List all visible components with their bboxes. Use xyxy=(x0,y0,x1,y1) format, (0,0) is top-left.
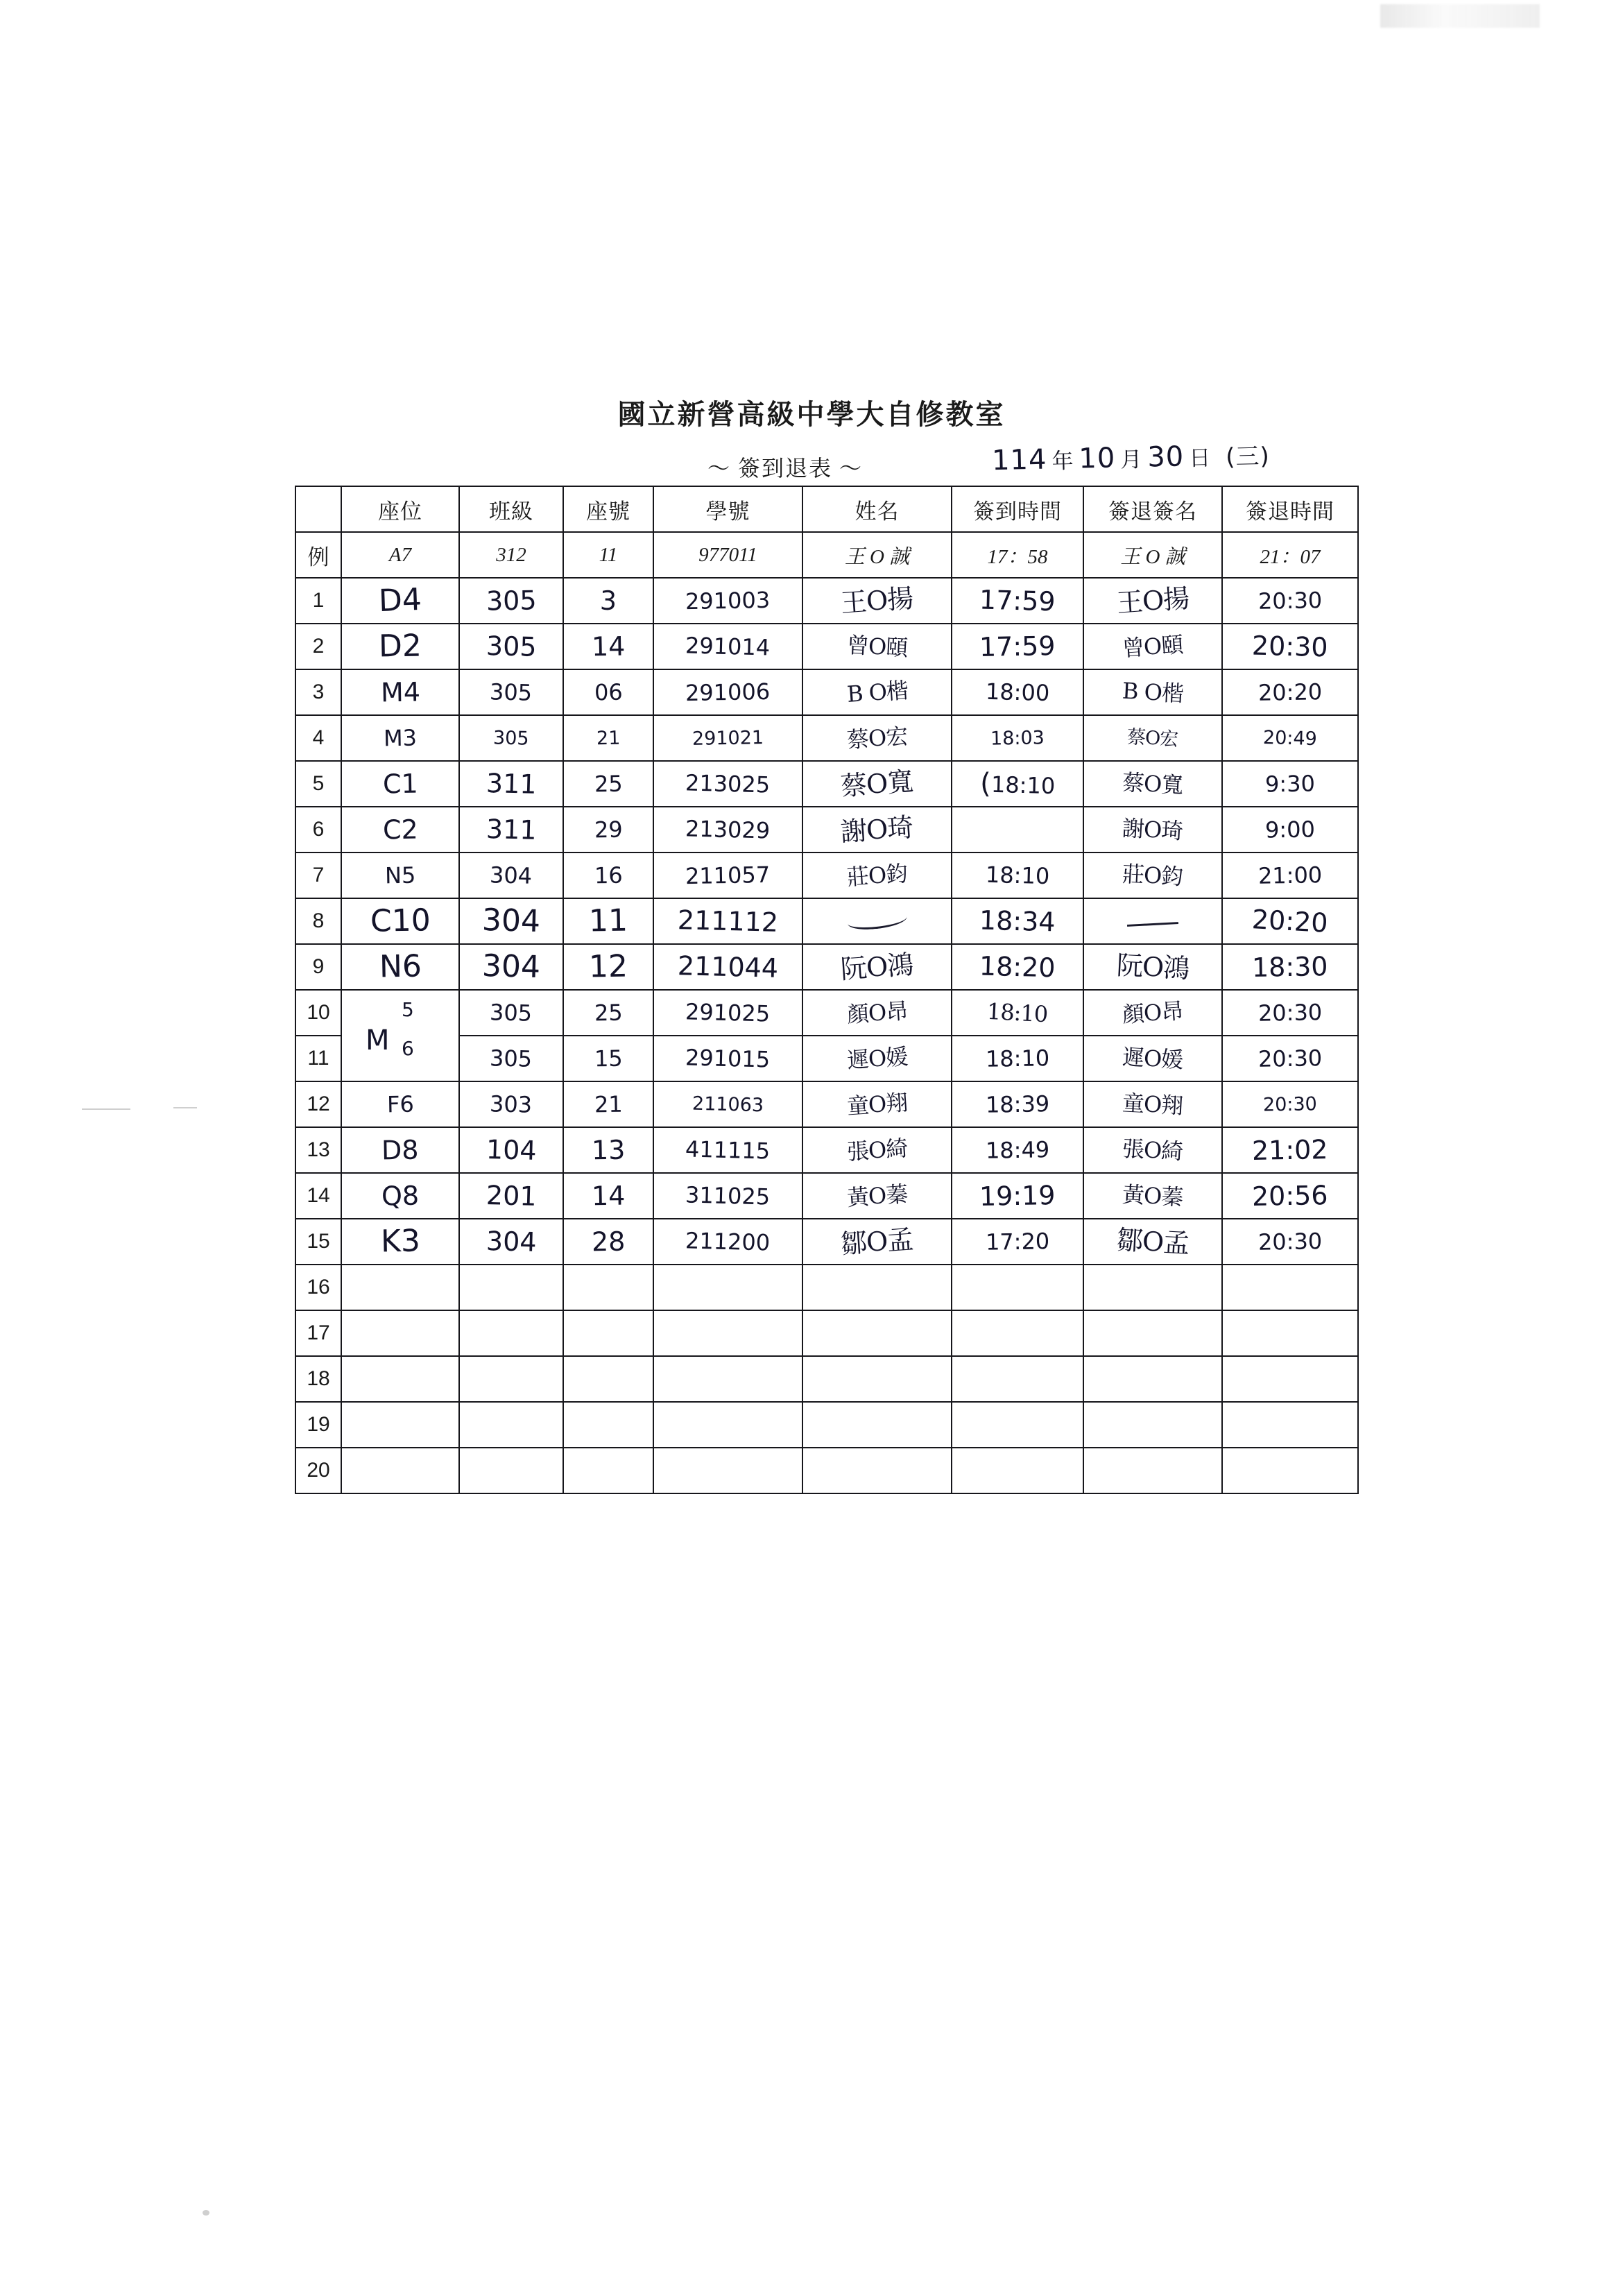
cell-sign-out-time[interactable]: 20:30 xyxy=(1222,578,1358,624)
cell-student-id[interactable]: 411115 xyxy=(653,1127,802,1173)
cell-sign-out-name[interactable]: 童O翔 xyxy=(1083,1081,1222,1127)
cell-seat-merged[interactable] xyxy=(341,990,459,1081)
table-row xyxy=(295,761,1358,807)
cell-sign-in-time[interactable] xyxy=(952,1356,1083,1402)
cell-class[interactable]: 104 xyxy=(459,1127,563,1173)
cell-student-id[interactable]: 291006 xyxy=(653,669,802,715)
row-number: 6 xyxy=(295,807,341,853)
cell-sign-in-time[interactable]: 18:20 xyxy=(952,944,1083,990)
cell-sign-out-time[interactable] xyxy=(1222,1402,1358,1448)
cell-sign-out-name[interactable]: 張O綺 xyxy=(1083,1127,1222,1173)
row-number: 13 xyxy=(295,1127,341,1173)
cell-student-id[interactable]: 291025 xyxy=(653,990,802,1036)
cell-sign-in-time[interactable]: 17:20 xyxy=(952,1219,1083,1265)
cell-seat-number[interactable]: 21 xyxy=(563,1081,653,1127)
cell-seat[interactable]: D4 xyxy=(341,578,459,624)
cell-class[interactable] xyxy=(459,1310,563,1356)
header-seat: 座位 xyxy=(341,486,459,532)
cell-sign-out-time[interactable]: 20:30 xyxy=(1222,990,1358,1036)
table-row xyxy=(295,624,1358,669)
sign-out-dash-mark xyxy=(1127,922,1178,927)
cell-name[interactable]: 謝O琦 xyxy=(802,807,952,853)
cell-seat-number[interactable]: 06 xyxy=(563,669,653,715)
cell-seat-number[interactable]: 15 xyxy=(563,1036,653,1081)
cell-class[interactable] xyxy=(459,1402,563,1448)
cell-class[interactable]: 305 xyxy=(459,1036,563,1081)
cell-student-id[interactable]: 291003 xyxy=(653,578,802,624)
merged-seat-lower: 6 xyxy=(402,1037,414,1060)
cell-sign-out-name[interactable] xyxy=(1083,1448,1222,1493)
cell-sign-out-name[interactable] xyxy=(1083,898,1222,944)
cell-seat-number[interactable] xyxy=(563,1356,653,1402)
cell-sign-out-time[interactable]: 20:56 xyxy=(1222,1173,1358,1219)
cell-seat[interactable] xyxy=(341,1310,459,1356)
cell-seat[interactable]: Q8 xyxy=(341,1173,459,1219)
cell-sign-out-time[interactable]: 21:02 xyxy=(1222,1127,1358,1173)
header-name: 姓名 xyxy=(802,486,952,532)
cell-seat[interactable]: C10 xyxy=(341,898,459,944)
cell-student-id[interactable] xyxy=(653,1356,802,1402)
header-sign-out-name: 簽退簽名 xyxy=(1083,486,1222,532)
cell-sign-out-time[interactable] xyxy=(1222,1356,1358,1402)
row-number: 5 xyxy=(295,761,341,807)
cell-sign-in-time[interactable]: 18:10 xyxy=(952,1036,1083,1081)
header-sign-out-time: 簽退時間 xyxy=(1222,486,1358,532)
cell-sign-out-time[interactable] xyxy=(1222,1265,1358,1310)
cell-class[interactable] xyxy=(459,1356,563,1402)
table-row xyxy=(295,898,1358,944)
cell-class[interactable]: 305 xyxy=(459,715,563,761)
row-number: 17 xyxy=(295,1310,341,1356)
cell-seat-number[interactable] xyxy=(563,1448,653,1493)
date-field xyxy=(992,437,1271,477)
cell-class[interactable]: 311 xyxy=(459,761,563,807)
row-number: 3 xyxy=(295,669,341,715)
row-number: 11 xyxy=(295,1036,341,1081)
row-number: 8 xyxy=(295,898,341,944)
cell-sign-out-name[interactable] xyxy=(1083,1265,1222,1310)
cell-sign-out-name[interactable]: B O楷 xyxy=(1083,669,1222,715)
example-name: 王 O 誠 xyxy=(802,532,952,578)
cell-class[interactable] xyxy=(459,1448,563,1493)
table-row xyxy=(295,990,1358,1036)
row-number: 12 xyxy=(295,1081,341,1127)
table-row xyxy=(295,1265,1358,1310)
cell-student-id[interactable]: 211044 xyxy=(653,944,802,990)
cell-seat[interactable]: M3 xyxy=(341,715,459,761)
cell-sign-out-name[interactable]: 蔡O寬 xyxy=(1083,761,1222,807)
cell-sign-in-time[interactable] xyxy=(952,1402,1083,1448)
row-number: 1 xyxy=(295,578,341,624)
cell-student-id[interactable] xyxy=(653,1402,802,1448)
cell-sign-out-time[interactable]: 20:20 xyxy=(1222,669,1358,715)
cell-sign-out-name[interactable]: 蔡O宏 xyxy=(1083,715,1222,761)
cell-student-id[interactable]: 291014 xyxy=(653,624,802,669)
merged-seat-upper: 5 xyxy=(402,998,414,1021)
example-sign-in-time: 17：58 xyxy=(952,532,1083,578)
cell-student-id[interactable] xyxy=(653,1265,802,1310)
row-number: 9 xyxy=(295,944,341,990)
cell-seat[interactable] xyxy=(341,1356,459,1402)
cell-student-id[interactable] xyxy=(653,1448,802,1493)
cell-class[interactable]: 304 xyxy=(459,853,563,898)
cell-student-id[interactable]: 311025 xyxy=(653,1173,802,1219)
cell-seat[interactable]: C1 xyxy=(341,761,459,807)
row-number: 15 xyxy=(295,1219,341,1265)
example-sign-out-name: 王 O 誠 xyxy=(1083,532,1222,578)
scan-artifact-left-1 xyxy=(82,1108,130,1110)
cell-name[interactable]: 童O翔 xyxy=(802,1081,952,1127)
cell-sign-out-time[interactable]: 20:30 xyxy=(1222,624,1358,669)
table-row xyxy=(295,1081,1358,1127)
cell-class[interactable]: 304 xyxy=(459,898,563,944)
cell-seat-number[interactable]: 21 xyxy=(563,715,653,761)
table-row xyxy=(295,1310,1358,1356)
cell-sign-in-time[interactable]: 17:59 xyxy=(952,624,1083,669)
cell-sign-in-time[interactable] xyxy=(952,1448,1083,1493)
cell-seat-number[interactable]: 12 xyxy=(563,944,653,990)
cell-sign-out-time[interactable]: 21:00 xyxy=(1222,853,1358,898)
cell-sign-out-time[interactable]: 9:30 xyxy=(1222,761,1358,807)
row-number: 20 xyxy=(295,1448,341,1493)
cell-name[interactable]: 莊O鈞 xyxy=(802,853,952,898)
cell-sign-out-time[interactable]: 20:49 xyxy=(1222,715,1358,761)
cell-sign-out-time[interactable] xyxy=(1222,1310,1358,1356)
cell-sign-in-time[interactable]: 18:49 xyxy=(952,1127,1083,1173)
cell-student-id[interactable]: 291015 xyxy=(653,1036,802,1081)
table-row xyxy=(295,578,1358,624)
name-scribble-mark xyxy=(847,909,908,931)
cell-seat-number[interactable]: 14 xyxy=(563,624,653,669)
cell-name[interactable]: 黃O蓁 xyxy=(802,1173,952,1219)
scan-artifact-left-2 xyxy=(173,1107,197,1108)
table-row xyxy=(295,1219,1358,1265)
cell-seat[interactable]: M4 xyxy=(341,669,459,715)
row-number: 14 xyxy=(295,1173,341,1219)
cell-sign-in-time[interactable]: (18:10 xyxy=(952,761,1083,807)
cell-student-id[interactable] xyxy=(653,1310,802,1356)
cell-seat[interactable]: D8 xyxy=(341,1127,459,1173)
cell-name[interactable] xyxy=(802,1356,952,1402)
cell-seat[interactable]: D2 xyxy=(341,624,459,669)
cell-seat-number[interactable]: 16 xyxy=(563,853,653,898)
cell-student-id[interactable]: 213029 xyxy=(653,807,802,853)
example-student-id: 977011 xyxy=(653,532,802,578)
cell-seat[interactable]: N5 xyxy=(341,853,459,898)
cell-name[interactable]: 王O揚 xyxy=(802,578,952,624)
cell-name[interactable]: 遲O媛 xyxy=(802,1036,952,1081)
cell-sign-in-time[interactable]: 18:10 xyxy=(952,853,1083,898)
cell-student-id[interactable]: 211063 xyxy=(653,1081,802,1127)
cell-name[interactable] xyxy=(802,1265,952,1310)
cell-class[interactable]: 305 xyxy=(459,990,563,1036)
cell-sign-out-name[interactable]: 黃O蓁 xyxy=(1083,1173,1222,1219)
cell-seat-number[interactable] xyxy=(563,1265,653,1310)
example-sign-out-time: 21：07 xyxy=(1222,532,1358,578)
table-row-example xyxy=(295,532,1358,578)
date-day: 30 xyxy=(1147,440,1185,474)
date-month: 10 xyxy=(1078,442,1116,475)
row-number: 16 xyxy=(295,1265,341,1310)
cell-class[interactable]: 305 xyxy=(459,624,563,669)
cell-sign-out-name[interactable]: 鄒O孟 xyxy=(1083,1219,1222,1265)
scan-artifact-top xyxy=(1380,4,1540,28)
cell-sign-in-time[interactable]: 18:00 xyxy=(952,669,1083,715)
cell-sign-out-name[interactable] xyxy=(1083,1356,1222,1402)
cell-seat[interactable]: F6 xyxy=(341,1081,459,1127)
cell-seat-number[interactable] xyxy=(563,1402,653,1448)
cell-class[interactable] xyxy=(459,1265,563,1310)
cell-sign-in-time[interactable]: 19:19 xyxy=(952,1173,1083,1219)
cell-sign-in-time[interactable]: 17:59 xyxy=(952,578,1083,624)
cell-seat-number[interactable]: 13 xyxy=(563,1127,653,1173)
cell-sign-out-name[interactable]: 阮O鴻 xyxy=(1083,944,1222,990)
cell-seat-number[interactable]: 28 xyxy=(563,1219,653,1265)
scan-artifact-bottom xyxy=(203,2210,209,2216)
page-subtitle: ～ 簽到退表 ～ xyxy=(707,456,864,481)
row-number: 2 xyxy=(295,624,341,669)
cell-name[interactable]: 蔡O寬 xyxy=(802,761,952,807)
header-seat-number: 座號 xyxy=(563,486,653,532)
cell-sign-out-name[interactable]: 謝O琦 xyxy=(1083,807,1222,853)
table-header-row xyxy=(295,486,1358,532)
cell-sign-out-name[interactable]: 王O揚 xyxy=(1083,578,1222,624)
cell-sign-in-time[interactable]: 18:34 xyxy=(952,898,1083,944)
example-seat: A7 xyxy=(341,532,459,578)
cell-class[interactable]: 303 xyxy=(459,1081,563,1127)
attendance-table-wrapper xyxy=(295,486,1334,1494)
cell-seat[interactable]: C2 xyxy=(341,807,459,853)
cell-seat-number[interactable]: 14 xyxy=(563,1173,653,1219)
table-row xyxy=(295,715,1358,761)
page-title: 國立新營高級中學大自修教室 xyxy=(617,399,1006,430)
cell-class[interactable]: 201 xyxy=(459,1173,563,1219)
cell-name[interactable]: B O楷 xyxy=(802,669,952,715)
cell-sign-out-name[interactable] xyxy=(1083,1402,1222,1448)
cell-sign-out-time[interactable]: 20:30 xyxy=(1222,1081,1358,1127)
cell-sign-out-name[interactable]: 莊O鈞 xyxy=(1083,853,1222,898)
cell-sign-in-time[interactable]: 18:10 xyxy=(952,990,1083,1036)
table-row xyxy=(295,1448,1358,1493)
cell-sign-in-time[interactable] xyxy=(952,807,1083,853)
cell-class[interactable]: 304 xyxy=(459,1219,563,1265)
cell-sign-in-time[interactable] xyxy=(952,1310,1083,1356)
cell-sign-in-time[interactable]: 18:39 xyxy=(952,1081,1083,1127)
cell-sign-out-time[interactable]: 20:30 xyxy=(1222,1036,1358,1081)
cell-student-id[interactable]: 291021 xyxy=(653,715,802,761)
cell-seat[interactable]: K3 xyxy=(341,1219,459,1265)
cell-student-id[interactable]: 211057 xyxy=(653,853,802,898)
cell-name[interactable]: 張O綺 xyxy=(802,1127,952,1173)
cell-seat[interactable] xyxy=(341,1265,459,1310)
cell-seat-number[interactable]: 25 xyxy=(563,990,653,1036)
example-label: 例 xyxy=(295,532,341,578)
cell-sign-out-name[interactable]: 曾O頤 xyxy=(1083,624,1222,669)
date-year-unit: 年 xyxy=(1051,448,1074,474)
cell-name[interactable]: 阮O鴻 xyxy=(802,944,952,990)
cell-student-id[interactable]: 211200 xyxy=(653,1219,802,1265)
cell-sign-out-time[interactable]: 20:30 xyxy=(1222,1219,1358,1265)
cell-name[interactable]: 鄒O孟 xyxy=(802,1219,952,1265)
cell-sign-in-time[interactable]: 18:03 xyxy=(952,715,1083,761)
cell-sign-out-name[interactable]: 遲O媛 xyxy=(1083,1036,1222,1081)
cell-seat-number[interactable]: 25 xyxy=(563,761,653,807)
header-sign-in-time: 簽到時間 xyxy=(952,486,1083,532)
cell-student-id[interactable]: 211112 xyxy=(653,898,802,944)
cell-class[interactable]: 304 xyxy=(459,944,563,990)
cell-name[interactable] xyxy=(802,898,952,944)
example-class: 312 xyxy=(459,532,563,578)
date-day-unit: 日 xyxy=(1188,445,1212,471)
cell-seat-number[interactable]: 29 xyxy=(563,807,653,853)
table-row xyxy=(295,1402,1358,1448)
table-row xyxy=(295,1127,1358,1173)
header-rowno xyxy=(295,486,341,532)
cell-sign-out-time[interactable]: 9:00 xyxy=(1222,807,1358,853)
cell-class[interactable]: 305 xyxy=(459,578,563,624)
cell-name[interactable]: 曾O頤 xyxy=(802,624,952,669)
header-student-id: 學號 xyxy=(653,486,802,532)
merged-seat-label: M xyxy=(366,1025,390,1056)
table-row xyxy=(295,1173,1358,1219)
cell-sign-out-name[interactable]: 顏O昂 xyxy=(1083,990,1222,1036)
cell-name[interactable]: 顏O昂 xyxy=(802,990,952,1036)
cell-name[interactable]: 蔡O宏 xyxy=(802,715,952,761)
date-month-unit: 月 xyxy=(1119,447,1143,472)
cell-name[interactable] xyxy=(802,1310,952,1356)
table-row xyxy=(295,669,1358,715)
cell-sign-in-time[interactable] xyxy=(952,1265,1083,1310)
attendance-table xyxy=(295,486,1359,1494)
cell-seat-number[interactable] xyxy=(563,1310,653,1356)
table-row xyxy=(295,944,1358,990)
row-number: 18 xyxy=(295,1356,341,1402)
cell-seat-number[interactable]: 3 xyxy=(563,578,653,624)
table-row xyxy=(295,853,1358,898)
row-number: 4 xyxy=(295,715,341,761)
cell-sign-out-time[interactable] xyxy=(1222,1448,1358,1493)
table-row xyxy=(295,1356,1358,1402)
cell-sign-out-time[interactable]: 18:30 xyxy=(1222,944,1358,990)
cell-name[interactable] xyxy=(802,1448,952,1493)
header-class: 班級 xyxy=(459,486,563,532)
table-row xyxy=(295,807,1358,853)
date-year: 114 xyxy=(991,443,1047,477)
cell-name[interactable] xyxy=(802,1402,952,1448)
cell-sign-out-time[interactable]: 20:20 xyxy=(1222,898,1358,944)
cell-seat[interactable] xyxy=(341,1402,459,1448)
cell-seat[interactable]: N6 xyxy=(341,944,459,990)
cell-seat[interactable] xyxy=(341,1448,459,1493)
cell-seat-number[interactable]: 11 xyxy=(563,898,653,944)
cell-class[interactable]: 305 xyxy=(459,669,563,715)
row-number: 19 xyxy=(295,1402,341,1448)
cell-class[interactable]: 311 xyxy=(459,807,563,853)
example-seat-number: 11 xyxy=(563,532,653,578)
row-number: 7 xyxy=(295,853,341,898)
cell-sign-out-name[interactable] xyxy=(1083,1310,1222,1356)
date-weekday: (三) xyxy=(1225,442,1271,472)
cell-student-id[interactable]: 213025 xyxy=(653,761,802,807)
row-number: 10 xyxy=(295,990,341,1036)
